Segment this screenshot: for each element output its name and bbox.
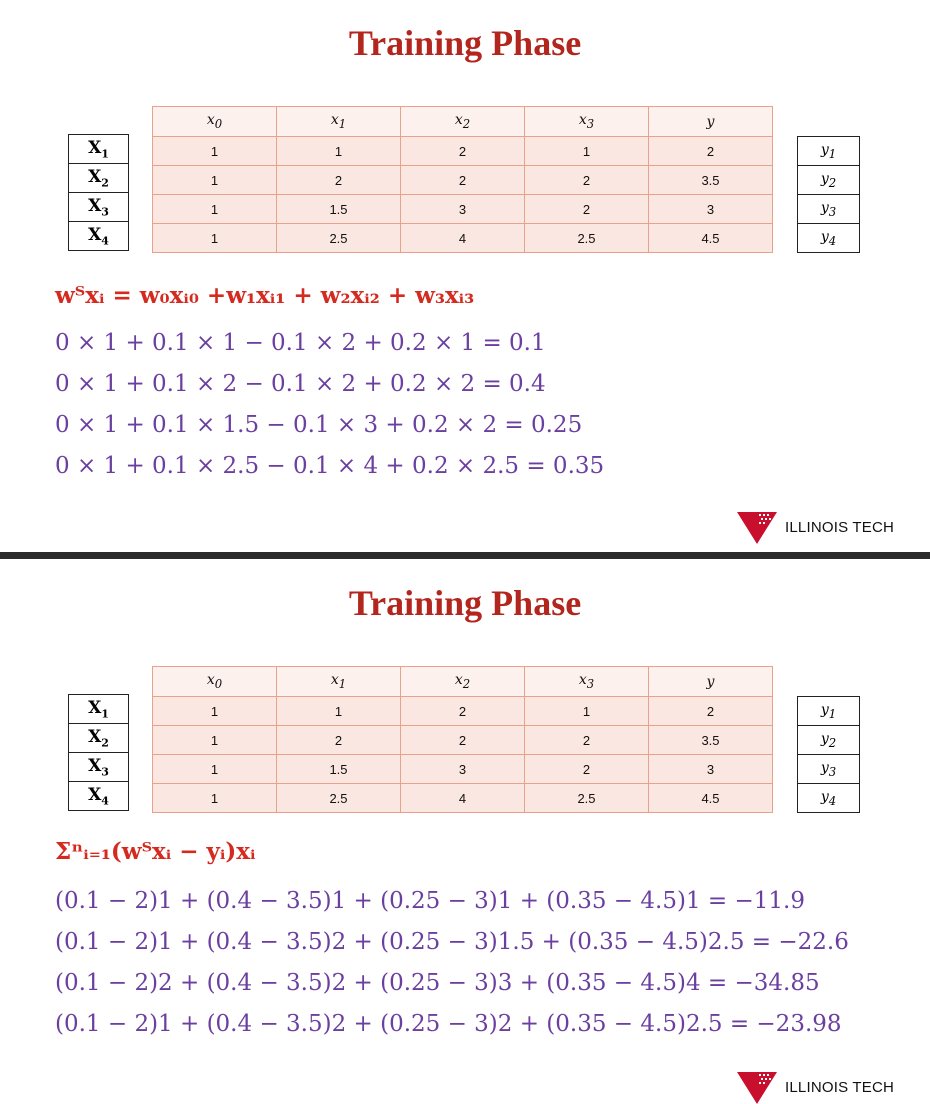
formula: Σⁿᵢ₌₁(wᵀxᵢ − yᵢ)xᵢ <box>55 838 256 865</box>
row-label-table <box>68 134 129 251</box>
data-table <box>152 666 773 813</box>
column-header: y <box>649 667 773 697</box>
y-label: $y_1$ <box>798 137 860 166</box>
row-label-table <box>68 694 129 811</box>
logo-mark-icon <box>737 1070 777 1104</box>
column-header: $x_2$ <box>401 107 525 137</box>
table-cell: 4 <box>401 224 525 253</box>
row-label: $X_2$ <box>69 164 129 193</box>
table-cell: 1 <box>153 784 277 813</box>
row-label: $X_1$ <box>69 695 129 724</box>
table-cell: 2 <box>525 726 649 755</box>
equation-line: 0 × 1 + 0.1 × 2.5 − 0.1 × 4 + 0.2 × 2.5 = 0.35 <box>55 453 605 479</box>
table-cell: 3 <box>649 195 773 224</box>
table-row <box>153 784 773 813</box>
table-cell: 1 <box>153 755 277 784</box>
y-label-table <box>797 136 860 253</box>
table-cell: 1 <box>153 195 277 224</box>
equation-line: (0.1 − 2)1 + (0.4 − 3.5)1 + (0.25 − 3)1 + (0.35 − 4.5)1 = −11.9 <box>55 888 805 914</box>
column-header: $x_3$ <box>525 107 649 137</box>
equation-line: (0.1 − 2)2 + (0.4 − 3.5)2 + (0.25 − 3)3 + (0.35 − 4.5)4 = −34.85 <box>55 970 820 996</box>
table-cell: 2 <box>401 697 525 726</box>
column-header: $x_0$ <box>153 667 277 697</box>
logo-mark-icon <box>737 510 777 544</box>
table-cell: 1 <box>153 697 277 726</box>
table-row <box>153 195 773 224</box>
table-row <box>153 137 773 166</box>
table-cell: 2 <box>525 166 649 195</box>
table-cell: 4.5 <box>649 224 773 253</box>
table-cell: 3 <box>649 755 773 784</box>
table-cell: 2 <box>401 726 525 755</box>
table-row <box>153 224 773 253</box>
formula: wᵀxᵢ = w₀xᵢ₀ +w₁xᵢ₁ + w₂xᵢ₂ + w₃xᵢ₃ <box>55 282 475 309</box>
row-label: $X_4$ <box>69 782 129 811</box>
table-cell: 1 <box>525 137 649 166</box>
column-header: $x_3$ <box>525 667 649 697</box>
table-cell: 1 <box>277 137 401 166</box>
table-cell: 4.5 <box>649 784 773 813</box>
slide-divider <box>0 552 930 559</box>
column-header: $x_1$ <box>277 107 401 137</box>
row-label: $X_3$ <box>69 193 129 222</box>
row-label: $X_2$ <box>69 724 129 753</box>
table-row <box>153 726 773 755</box>
slide-2 <box>0 560 930 1094</box>
table-cell: 2 <box>401 166 525 195</box>
equation-line: 0 × 1 + 0.1 × 1 − 0.1 × 2 + 0.2 × 1 = 0.1 <box>55 330 546 356</box>
table-cell: 2 <box>277 166 401 195</box>
illinois-tech-logo <box>737 1070 894 1104</box>
equation-line: (0.1 − 2)1 + (0.4 − 3.5)2 + (0.25 − 3)2 + (0.35 − 4.5)2.5 = −23.98 <box>55 1011 842 1037</box>
table-cell: 2 <box>277 726 401 755</box>
column-header: $x_0$ <box>153 107 277 137</box>
table-cell: 2 <box>649 137 773 166</box>
column-header: $x_1$ <box>277 667 401 697</box>
data-table <box>152 106 773 253</box>
table-cell: 3 <box>401 755 525 784</box>
table-cell: 3.5 <box>649 726 773 755</box>
table-cell: 2 <box>649 697 773 726</box>
y-label: $y_1$ <box>798 697 860 726</box>
table-cell: 1 <box>277 697 401 726</box>
table-cell: 2.5 <box>525 224 649 253</box>
slide-title: Training Phase <box>348 583 582 623</box>
table-cell: 3 <box>401 195 525 224</box>
table-cell: 2.5 <box>277 784 401 813</box>
equation-line: 0 × 1 + 0.1 × 2 − 0.1 × 2 + 0.2 × 2 = 0.4 <box>55 371 546 397</box>
slide-title: Training Phase <box>348 23 582 63</box>
table-cell: 2.5 <box>525 784 649 813</box>
table-cell: 1 <box>153 224 277 253</box>
logo-text: ILLINOIS TECH <box>785 1078 895 1096</box>
table-cell: 4 <box>401 784 525 813</box>
y-label: $y_2$ <box>798 166 860 195</box>
y-label: $y_3$ <box>798 755 860 784</box>
table-cell: 1.5 <box>277 755 401 784</box>
y-label: $y_3$ <box>798 195 860 224</box>
y-label: $y_4$ <box>798 224 860 253</box>
row-label: $X_1$ <box>69 135 129 164</box>
table-cell: 1 <box>153 166 277 195</box>
table-row <box>153 697 773 726</box>
table-row <box>153 166 773 195</box>
table-cell: 2 <box>401 137 525 166</box>
y-label: $y_2$ <box>798 726 860 755</box>
table-cell: 1 <box>525 697 649 726</box>
row-label: $X_4$ <box>69 222 129 251</box>
table-cell: 1 <box>153 726 277 755</box>
table-cell: 2.5 <box>277 224 401 253</box>
table-cell: 2 <box>525 755 649 784</box>
table-cell: 3.5 <box>649 166 773 195</box>
logo-text: ILLINOIS TECH <box>785 518 895 536</box>
row-label: $X_3$ <box>69 753 129 782</box>
column-header: y <box>649 107 773 137</box>
y-label: $y_4$ <box>798 784 860 813</box>
table-cell: 1 <box>153 137 277 166</box>
column-header: $x_2$ <box>401 667 525 697</box>
equation-line: (0.1 − 2)1 + (0.4 − 3.5)2 + (0.25 − 3)1.5 + (0.35 − 4.5)2.5 = −22.6 <box>55 929 849 955</box>
table-cell: 2 <box>525 195 649 224</box>
table-row <box>153 755 773 784</box>
table-cell: 1.5 <box>277 195 401 224</box>
illinois-tech-logo <box>737 510 894 544</box>
equation-line: 0 × 1 + 0.1 × 1.5 − 0.1 × 3 + 0.2 × 2 = 0.25 <box>55 412 583 438</box>
y-label-table <box>797 696 860 813</box>
